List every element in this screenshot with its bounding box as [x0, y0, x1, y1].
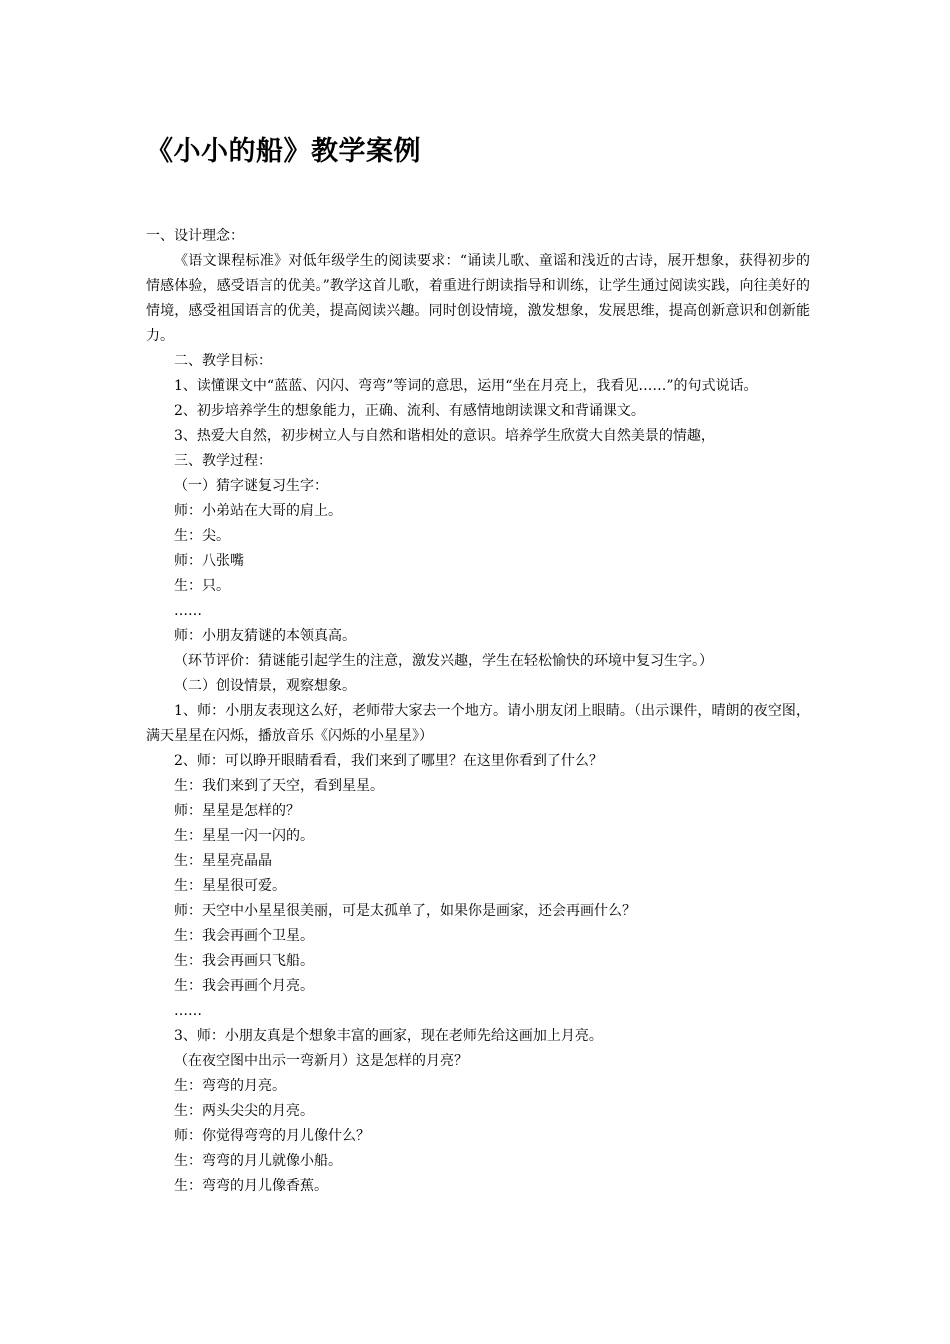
paragraph: 生：尖。 [174, 528, 230, 544]
paragraph: 生：弯弯的月儿像香蕉。 [174, 1178, 328, 1194]
paragraph: 生：我会再画个月亮。 [174, 978, 314, 994]
paragraph: 生：星星亮晶晶 [174, 853, 272, 869]
paragraph: 生：我会再画个卫星。 [174, 928, 314, 944]
paragraph: 师：你觉得弯弯的月儿像什么？ [174, 1128, 370, 1144]
document-title: 《小小的船》教学案例 [146, 136, 421, 167]
paragraph: （环节评价：猜谜能引起学生的注意，激发兴趣，学生在轻松愉快的环境中复习生字。） [174, 653, 713, 669]
paragraph: 师：天空中小星星很美丽，可是太孤单了，如果你是画家，还会再画什么？ [174, 903, 636, 919]
paragraph: 1、师：小朋友表现这么好，老师带大家去一个地方。请小朋友闭上眼睛。（出示课件，晴朗的夜空图，满天星星在闪烁，播放音乐《闪烁的小星星》） [146, 703, 810, 744]
paragraph: 生：我们来到了天空，看到星星。 [174, 778, 384, 794]
paragraph: （二）创设情景，观察想象。 [174, 678, 356, 694]
paragraph: （一）猜字谜复习生字： [174, 478, 328, 494]
paragraph: 3、热爱大自然，初步树立人与自然和谐相处的意识。培养学生欣赏大自然美景的情趣， [174, 428, 715, 444]
paragraph: 师：小朋友猜谜的本领真高。 [174, 628, 356, 644]
paragraph: 生：星星一闪一闪的。 [174, 828, 314, 844]
paragraph: 二、教学目标： [174, 353, 272, 369]
paragraph: （在夜空图中出示一弯新月）这是怎样的月亮？ [174, 1053, 468, 1069]
paragraph: 师：八张嘴 [174, 553, 244, 569]
document-body [146, 224, 810, 1199]
paragraph: 师：星星是怎样的？ [174, 803, 300, 819]
paragraph: 1、读懂课文中“蓝蓝、闪闪、弯弯”等词的意思，运用“坐在月亮上，我看见……”的句式说话。 [174, 378, 758, 394]
paragraph: 三、教学过程： [174, 453, 272, 469]
paragraph: 生：我会再画只飞船。 [174, 953, 314, 969]
paragraph: …… [174, 603, 202, 619]
paragraph: 生：弯弯的月亮。 [174, 1078, 286, 1094]
paragraph: 师：小弟站在大哥的肩上。 [174, 503, 342, 519]
paragraph: 2、初步培养学生的想象能力，正确、流利、有感情地朗读课文和背诵课文。 [174, 403, 645, 419]
paragraph: 生：两头尖尖的月亮。 [174, 1103, 314, 1119]
paragraph: 2、师：可以睁开眼睛看看，我们来到了哪里？在这里你看到了什么？ [174, 753, 603, 769]
paragraph: 3、师：小朋友真是个想象丰富的画家，现在老师先给这画加上月亮。 [174, 1028, 603, 1044]
paragraph: 生：星星很可爱。 [174, 878, 286, 894]
paragraph: 一、设计理念： [146, 228, 244, 244]
paragraph: 生：只。 [174, 578, 230, 594]
paragraph: 生：弯弯的月儿就像小船。 [174, 1153, 342, 1169]
paragraph: 《语文课程标准》对低年级学生的阅读要求：“诵读儿歌、童谣和浅近的古诗，展开想象，获得初步的情感体验，感受语言的优美。”教学这首儿歌，着重进行朗读指导和训练，让学生通过阅读实践，向往美好的情境，感受祖国语言的优美，提高阅读兴趣。同时创设情境，激发想象，发展思维，提高创新意识和创新能力。 [146, 253, 810, 344]
paragraph: …… [174, 1003, 202, 1019]
